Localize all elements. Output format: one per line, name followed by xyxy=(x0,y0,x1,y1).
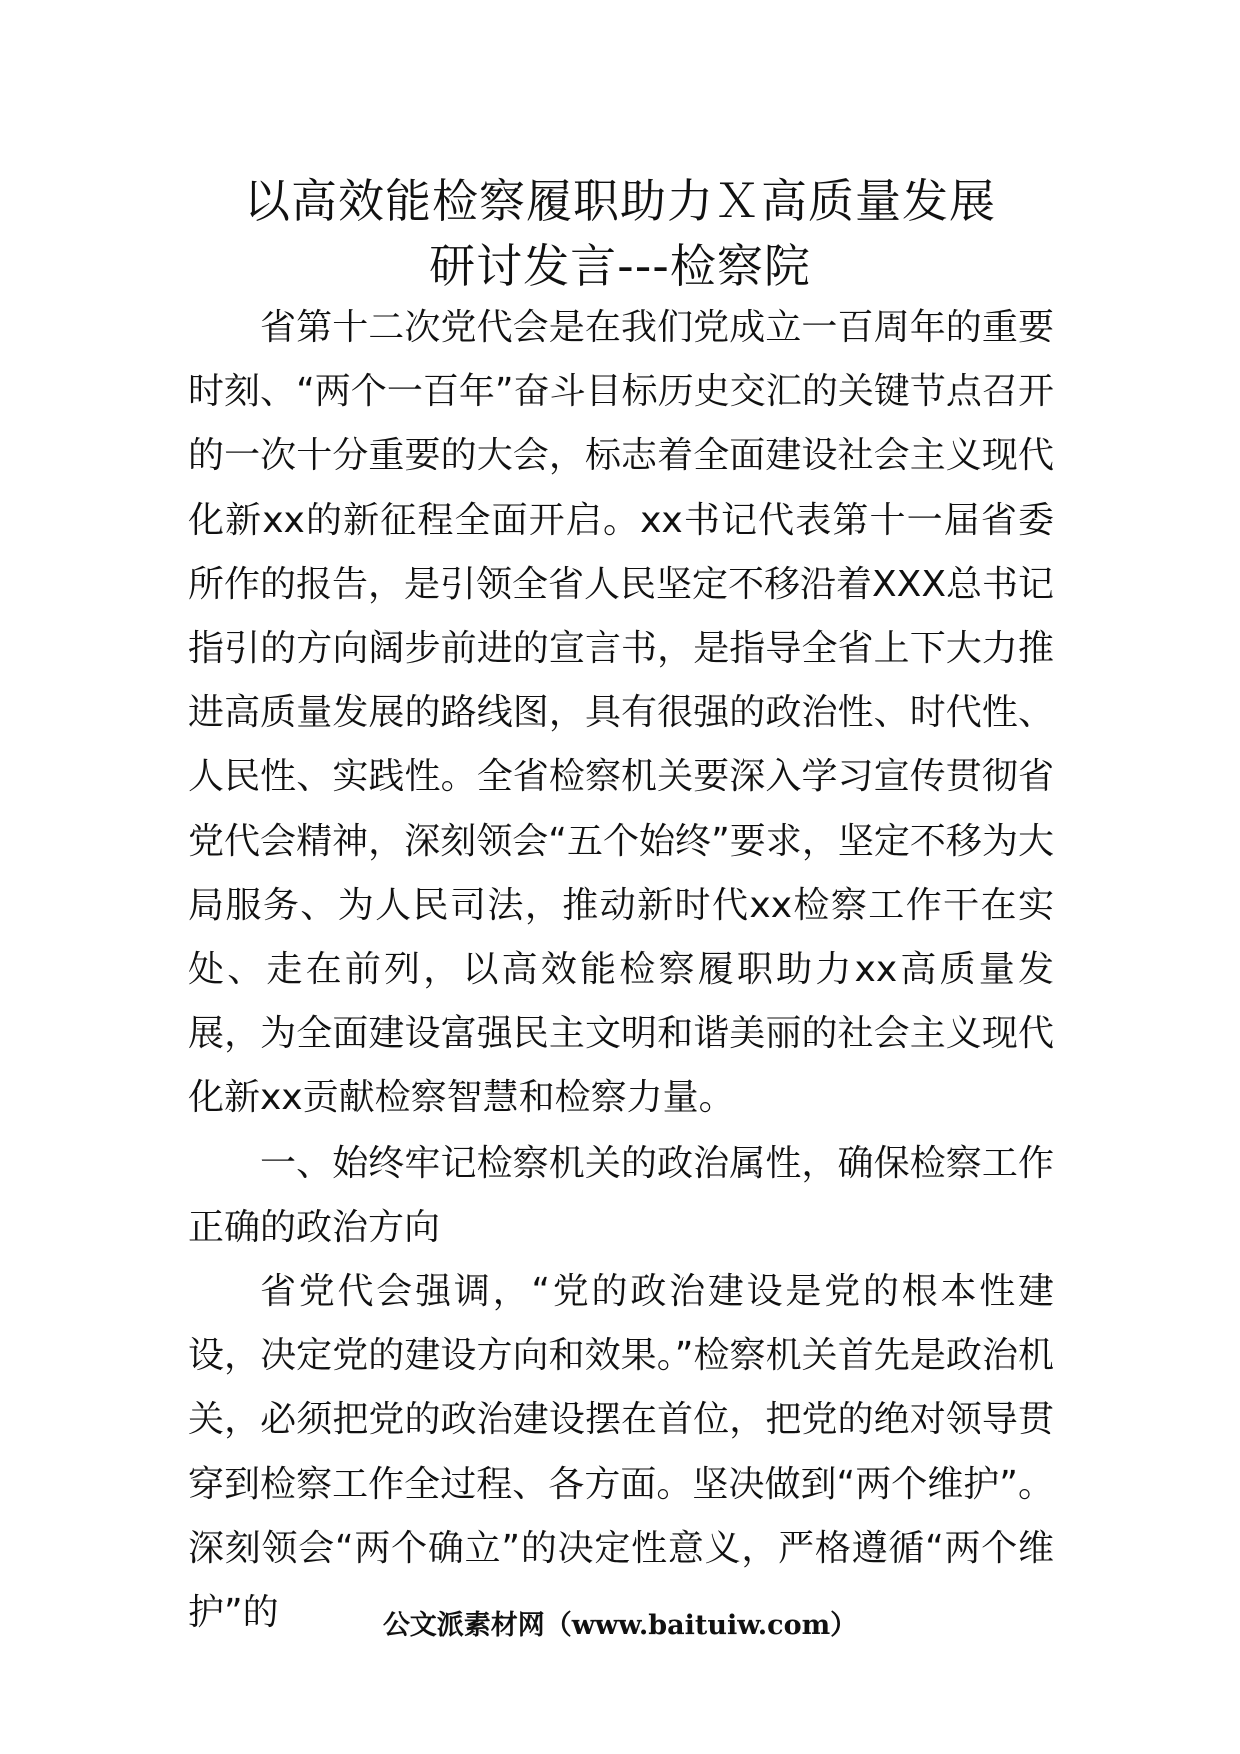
document-title-line1: 以高效能检察履职助力Ｘ高质量发展 xyxy=(244,174,996,228)
document-title-line2: 研讨发言---检察院 xyxy=(429,239,811,293)
body-paragraph-2: 省党代会强调，“党的政治建设是党的根本性建设，决定党的建设方向和效果。”检察机关首先是政治机关，必须把党的政治建设摆在首位，把党的绝对领导贯穿到检察工作全过程、各方面。坚决做到“两个维护”。深刻领会“两个确立”的决定性意义，严格遵循“两个维护”的 xyxy=(188,1271,1054,1634)
body-paragraph-1: 省第十二次党代会是在我们党成立一百周年的重要时刻、“两个一百年”奋斗目标历史交汇的关键节点召开的一次十分重要的大会，标志着全面建设社会主义现代化新xx的新征程全面开启。xx书记代表第十一届省委所作的报告，是引领全省人民坚定不移沿着XXX总书记指引的方向阔步前进的宣言书，是指导全省上下大力推进高质量发展的路线图，具有很强的政治性、时代性、人民性、实践性。全省检察机关要深入学习宣传贯彻省党代会精神，深刻领会“五个始终”要求，坚定不移为大局服务、为人民司法，推动新时代xx检察工作干在实处、走在前列，以高效能检察履职助力xx高质量发展，为全面建设富强民主文明和谐美丽的社会主义现代化新xx贡献检察智慧和检察力量。 xyxy=(188,307,1054,1119)
footer-watermark: 公文派素材网（www.baituiw.com） xyxy=(382,1610,858,1641)
section-heading-1: 一、始终牢记检察机关的政治属性，确保检察工作正确的政治方向 xyxy=(188,1143,1054,1249)
